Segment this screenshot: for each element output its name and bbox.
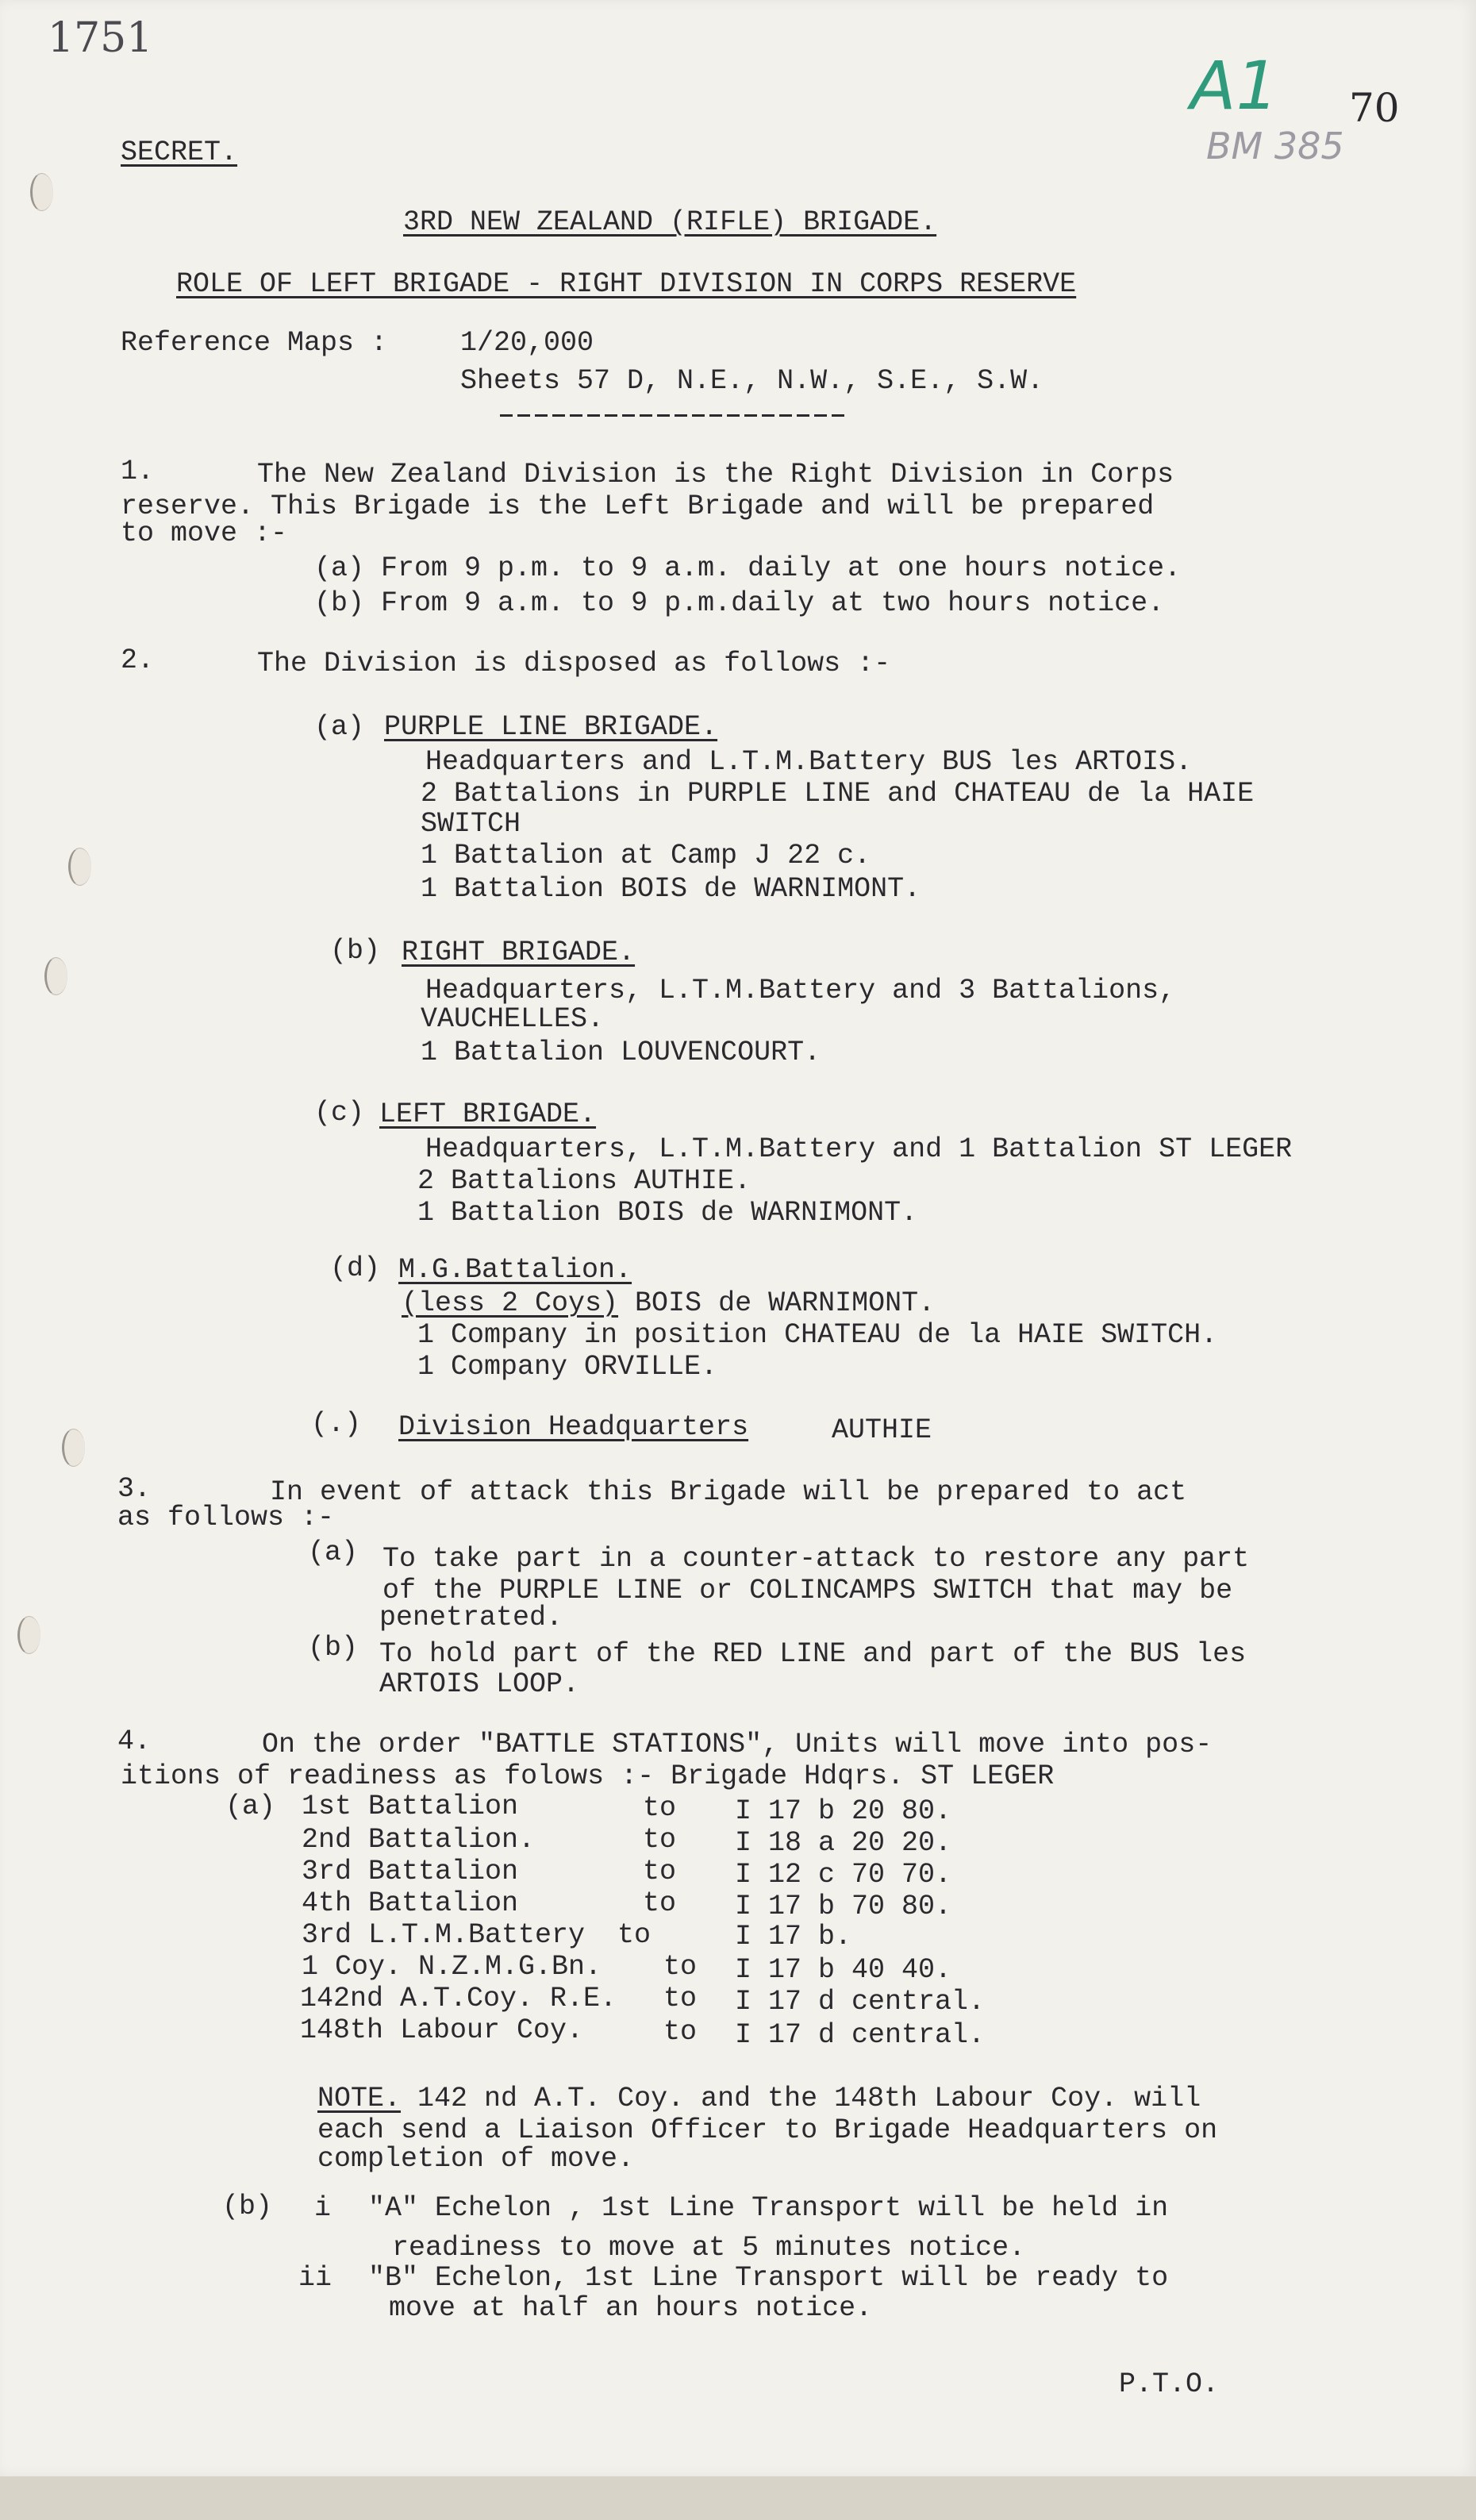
pto-marker: P.T.O. — [1119, 2368, 1220, 2400]
table-row-to: to — [643, 1856, 677, 1887]
note-line: each send a Liaison Officer to Brigade Headquarters on — [317, 2114, 1218, 2146]
role-title: ROLE OF LEFT BRIGADE - RIGHT DIVISION IN CORPS RESERVE — [176, 268, 1077, 300]
para2-a-line: 2 Battalions in PURPLE LINE and CHATEAU de la HAIE — [421, 778, 1255, 810]
para1-line: The New Zealand Division is the Right Division in Corps — [257, 459, 1174, 491]
table-row-to: to — [663, 1983, 698, 2014]
table-row-unit: 3rd Battalion — [302, 1856, 519, 1887]
table-row-unit: 2nd Battalion. — [302, 1824, 536, 1856]
para2-c-title: LEFT BRIGADE. — [379, 1098, 597, 1130]
para4-i-label: i — [314, 2192, 332, 2224]
para2-e-label: (.) — [311, 1408, 362, 1440]
classification-marking: SECRET. — [121, 137, 238, 168]
para3-a-line: To take part in a counter-attack to restore any part — [382, 1543, 1250, 1575]
table-row-ref: I 17 d central. — [735, 2019, 986, 2051]
table-row-ref: I 17 b 20 80. — [735, 1795, 952, 1827]
para2-a-line: Headquarters and L.T.M.Battery BUS les ARTOIS. — [425, 746, 1193, 778]
table-row-ref: I 18 a 20 20. — [735, 1827, 952, 1859]
reference-maps-label: Reference Maps : — [121, 327, 388, 359]
para4-ii-line: "B" Echelon, 1st Line Transport will be ready to — [368, 2262, 1169, 2294]
table-row-ref: I 17 b. — [735, 1921, 852, 1953]
para2-a-line: SWITCH — [421, 808, 521, 840]
para2-d-first-underlined: (less 2 Coys) — [402, 1287, 619, 1319]
para3-a-line: of the PURPLE LINE or COLINCAMPS SWITCH that may be — [382, 1575, 1233, 1606]
para4-number: 4. — [117, 1726, 152, 1757]
table-row-to: to — [617, 1919, 652, 1951]
para2-e-rest: AUTHIE — [832, 1414, 932, 1446]
binder-edge — [0, 2476, 1476, 2520]
table-row-to: to — [643, 1824, 677, 1856]
punch-hole — [30, 173, 53, 211]
note-line: completion of move. — [317, 2143, 635, 2175]
para2-a-line: 1 Battalion BOIS de WARNIMONT. — [421, 873, 921, 905]
para2-intro: The Division is disposed as follows :- — [257, 648, 891, 679]
para3-a-line: penetrated. — [379, 1602, 563, 1633]
table-row-ref: I 17 b 70 80. — [735, 1891, 952, 1922]
file-number: 1751 — [48, 14, 153, 62]
para3-line: as follows :- — [117, 1502, 335, 1533]
para1-line: to move :- — [121, 517, 288, 549]
para2-d-first-rest: BOIS de WARNIMONT. — [618, 1287, 936, 1319]
note-text: 142 nd A.T. Coy. and the 148th Labour Coy. will — [401, 2083, 1201, 2114]
folio-number: 70 — [1349, 85, 1400, 131]
para2-c-line: Headquarters, L.T.M.Battery and 1 Battalion ST LEGER — [425, 1133, 1293, 1165]
table-row-to: to — [663, 2016, 698, 2048]
para4-ii-line: move at half an hours notice. — [389, 2292, 873, 2324]
table-row-unit: 1st Battalion — [302, 1791, 519, 1822]
punch-hole — [62, 1429, 85, 1467]
table-row-to: to — [643, 1887, 677, 1919]
table-row-unit: 1 Coy. N.Z.M.G.Bn. — [302, 1951, 602, 1983]
para2-e-title: Division Headquarters — [398, 1411, 749, 1443]
punch-hole — [44, 957, 67, 995]
map-sheets: Sheets 57 D, N.E., N.W., S.E., S.W. — [460, 365, 1044, 397]
table-row-unit: 148th Labour Coy. — [300, 2014, 584, 2046]
para3-b-line: ARTOIS LOOP. — [379, 1668, 580, 1700]
map-scale: 1/20,000 — [460, 327, 594, 359]
para1-item-b: (b) From 9 a.m. to 9 p.m.daily at two hours notice. — [314, 587, 1165, 619]
para2-b-line: Headquarters, L.T.M.Battery and 3 Battalions, — [425, 975, 1176, 1006]
table-row-ref: I 12 c 70 70. — [735, 1859, 952, 1891]
para1-number: 1. — [121, 456, 155, 487]
table-row-to: to — [663, 1951, 698, 1983]
para2-d-title: M.G.Battalion. — [398, 1254, 632, 1286]
para3-a-label: (a) — [308, 1537, 359, 1568]
pencil-reference: BM 385 — [1206, 125, 1344, 167]
punch-hole — [68, 848, 91, 886]
table-row-to: to — [643, 1792, 677, 1824]
para4-a-label: (a) — [225, 1791, 276, 1822]
para2-b-label: (b) — [330, 935, 381, 967]
para4-i-line: readiness to move at 5 minutes notice. — [392, 2232, 1026, 2264]
para1-line: reserve. This Brigade is the Left Brigade and will be prepared — [121, 491, 1155, 522]
para3-line: In event of attack this Brigade will be prepared to act — [270, 1476, 1187, 1508]
separator-line — [500, 414, 849, 417]
para2-d-label: (d) — [330, 1252, 381, 1284]
brigade-title: 3RD NEW ZEALAND (RIFLE) BRIGADE. — [403, 206, 937, 238]
para1-item-a: (a) From 9 p.m. to 9 a.m. daily at one hours notice. — [314, 552, 1182, 584]
para2-d-first-line — [402, 1287, 935, 1319]
para2-a-title: PURPLE LINE BRIGADE. — [384, 711, 718, 743]
para2-b-title: RIGHT BRIGADE. — [402, 937, 636, 968]
punch-hole — [17, 1616, 40, 1654]
para2-b-line: 1 Battalion LOUVENCOURT. — [421, 1037, 821, 1068]
para3-b-label: (b) — [308, 1632, 359, 1664]
para4-line: itions of readiness as folows :- Brigade Hdqrs. ST LEGER — [121, 1760, 1055, 1792]
table-row-ref: I 17 d central. — [735, 1986, 986, 2018]
folio-initials: A1 — [1190, 47, 1278, 125]
table-row-unit: 3rd L.T.M.Battery — [302, 1919, 586, 1951]
para4-b-label: (b) — [222, 2191, 273, 2222]
para2-b-line: VAUCHELLES. — [421, 1003, 605, 1035]
para4-ii-label: ii — [298, 2262, 332, 2294]
para4-i-line: "A" Echelon , 1st Line Transport will be held in — [368, 2192, 1169, 2224]
table-row-unit: 4th Battalion — [302, 1887, 519, 1919]
para2-d-line: 1 Company in position CHATEAU de la HAIE SWITCH. — [417, 1319, 1218, 1351]
para2-number: 2. — [121, 644, 155, 676]
note-label: NOTE. — [317, 2083, 402, 2114]
para2-c-line: 1 Battalion BOIS de WARNIMONT. — [417, 1197, 918, 1229]
para2-d-line: 1 Company ORVILLE. — [417, 1351, 718, 1383]
para3-number: 3. — [117, 1473, 152, 1505]
para2-c-line: 2 Battalions AUTHIE. — [417, 1165, 751, 1197]
para2-a-label: (a) — [314, 711, 365, 743]
para2-c-label: (c) — [314, 1097, 365, 1129]
para3-b-line: To hold part of the RED LINE and part of the BUS les — [379, 1638, 1247, 1670]
table-row-unit: 142nd A.T.Coy. R.E. — [300, 1983, 617, 2014]
para4-line: On the order "BATTLE STATIONS", Units will move into pos- — [262, 1729, 1213, 1760]
table-row-ref: I 17 b 40 40. — [735, 1954, 952, 1986]
note-line — [317, 2083, 1201, 2114]
para2-a-line: 1 Battalion at Camp J 22 c. — [421, 840, 871, 871]
